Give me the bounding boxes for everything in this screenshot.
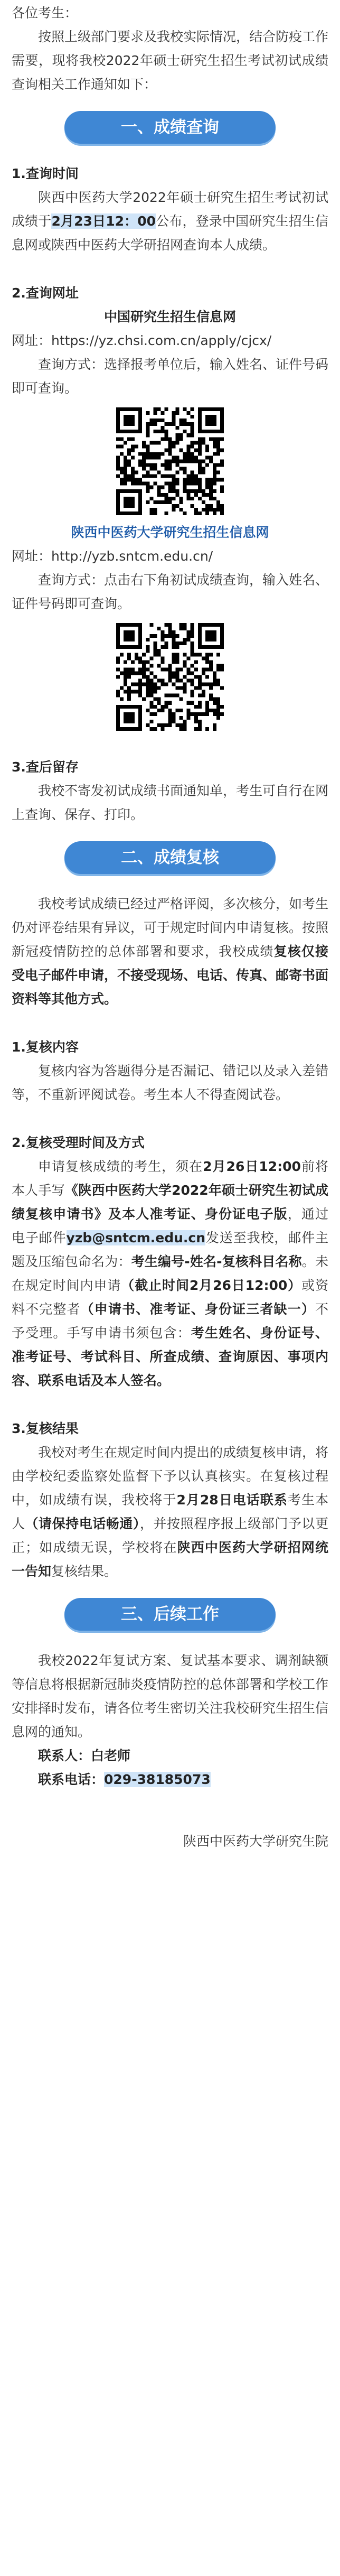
query-time-heading: 1.查询时间 [12, 166, 79, 181]
missing-docs-note-bold: （申请书、准考证、身份证三者缺一） [80, 1301, 315, 1317]
text-segment: 发送至我校，邮件主题及压缩包命名为： [12, 1230, 328, 1269]
text-segment: 不予受理。手写申请书须包含： [12, 1301, 328, 1341]
sntcm-site-name: 陕西中医药大学研究生招生信息网 [71, 525, 269, 540]
review-content-heading: 1.复核内容 [12, 1039, 79, 1055]
email-subject-format-bold: 考生编号-姓名-复核科目名称 [131, 1254, 302, 1269]
release-time-highlight: 2月23日12：00 [51, 213, 156, 229]
query-site-heading: 2.查询网址 [12, 285, 79, 301]
contact-phone-highlight[interactable]: 029-38185073 [104, 1772, 211, 1787]
deadline-bold: 2月26日12:00 [203, 1159, 301, 1174]
contact-date-bold: 2月28日电话联系 [176, 1492, 288, 1508]
review-result-paragraph [12, 1440, 328, 1583]
keep-phone-bold: （请保持电话畅通） [25, 1516, 140, 1531]
keep-record-paragraph: 我校不寄发初试成绩书面通知单，考生可自行在网上查询、保存、打印。 [12, 783, 329, 822]
contact-phone-line [12, 1768, 328, 1791]
sntcm-query-method: 查询方式：点击右下角初试成绩查询，输入姓名、证件号码即可查询。 [12, 572, 329, 611]
text-segment: 公布，登录中国研究生招生信息网或陕西中医药大学研招网查询本人成绩。 [12, 213, 328, 253]
intro-paragraph: 按照上级部门要求及我校实际情况，结合防疫工作需要，现将我校2022年硕士研究生招生考试初试成绩查询相关工作通知如下： [12, 29, 329, 92]
text-segment: 我校考试成绩已经过严格评阅，多次核分，如考生仍对评卷结果有异议，可于规定时间内申请复核。按照新冠疫情防控的总体部署和要求，我校成绩 [12, 896, 329, 959]
text-segment: 前将本人手写 [12, 1159, 328, 1198]
review-time-paragraph [12, 1155, 328, 1392]
review-time-heading: 2.复核受理时间及方式 [12, 1135, 145, 1150]
greeting: 各位考生： [12, 5, 78, 21]
deadline-note-bold: （截止时间2月26日12:00） [121, 1278, 302, 1293]
sntcm-url-line [12, 544, 328, 568]
review-result-heading: 3.复核结果 [12, 1421, 79, 1436]
contact-name: 白老师 [91, 1748, 131, 1763]
review-email-highlight[interactable]: yzb@sntcm.edu.cn [66, 1230, 206, 1245]
contact-label: 联系人： [38, 1748, 91, 1763]
chsi-qr-code [116, 407, 224, 515]
chsi-site-name: 中国研究生招生信息网 [103, 309, 236, 324]
text-segment: 申请复核成绩的考生，须在 [38, 1159, 203, 1174]
chsi-url-line [12, 329, 328, 352]
text-segment: 陕西中医药大学2022年硕士研究生招生考试初试成绩于 [12, 190, 328, 229]
chsi-query-method: 查询方式：选择报考单位后，输入姓名、证件号码即可查询。 [12, 357, 329, 396]
text-segment: 我校对考生在规定时间内提出的成绩复核申请，将由学校纪委监察处监督下予以认真核实。在复核过程中，如成绩有误，我校将于 [12, 1445, 329, 1508]
follow-up-paragraph: 我校2022年复试方案、复试基本要求、调剂缺额等信息将根据新冠肺炎疫情防控的总体部署和学校工作安排择时发布，请各位考生密切关注我校研究生招生信息网的通知。 [12, 1653, 329, 1740]
required-fields-bold: 考生姓名、身份证号、准考证号、考试科目、所查成绩、查询原因、事项内容、联系电话及本人签名。 [12, 1325, 328, 1388]
url-label: 网址： [12, 333, 52, 348]
email-only-notice: 复核仅接受电子邮件申请，不接受现场、电话、传真、邮寄书面资料等其他方式。 [12, 944, 329, 1007]
phone-label: 联系电话： [38, 1772, 105, 1787]
sntcm-qr-code [116, 623, 224, 731]
review-content-paragraph: 复核内容为答题得分是否漏记、错记以及录入差错等，不重新评阅试卷。考生本人不得查阅试卷。 [12, 1063, 329, 1102]
review-intro-paragraph [12, 892, 328, 1011]
chsi-url-link[interactable]: https://yz.chsi.com.cn/apply/cjcx/ [51, 333, 272, 348]
banner-score-query: 一、成绩查询 [64, 111, 276, 144]
text-segment: 或资料不完整者 [12, 1278, 328, 1317]
signature: 陕西中医药大学研究生院 [183, 1834, 328, 1849]
query-time-paragraph [12, 185, 328, 257]
text-segment: 复核结果。 [51, 1564, 118, 1579]
text-segment: 。未在规定时间内申请 [12, 1254, 328, 1293]
application-docs-bold: 《陕西中医药大学2022年硕士研究生初试成绩复核申请书》及本人准考证、身份证电子版 [12, 1183, 328, 1222]
banner-follow-up: 三、后续工作 [64, 1598, 276, 1631]
url-label: 网址： [12, 548, 52, 564]
notify-site-bold: 陕西中医药大学研招网统一告知 [12, 1540, 328, 1579]
contact-person-line [12, 1744, 328, 1768]
text-segment: ，通过电子邮件 [12, 1206, 328, 1245]
banner-score-review: 二、成绩复核 [64, 841, 276, 874]
keep-record-heading: 3.查后留存 [12, 759, 79, 775]
text-segment: ，并按照程序报上级部门予以更正；如成绩无误，学校将在 [12, 1516, 328, 1555]
sntcm-url-link[interactable]: http://yzb.sntcm.edu.cn/ [51, 548, 213, 564]
text-segment: 考生本人 [12, 1492, 328, 1531]
